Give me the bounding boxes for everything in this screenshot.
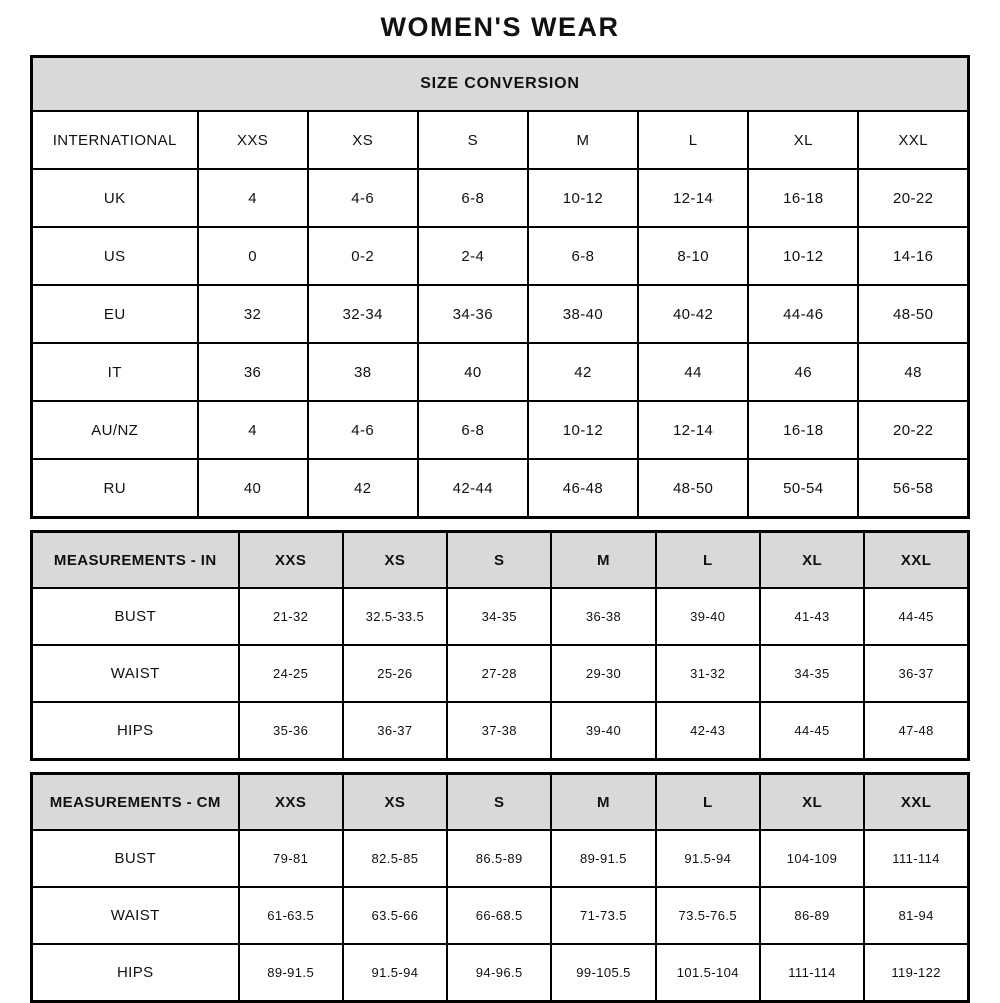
value-cell: 86.5-89 xyxy=(447,830,551,887)
column-header-cell: XS xyxy=(308,111,418,169)
value-cell: 119-122 xyxy=(864,944,968,1002)
value-cell: 82.5-85 xyxy=(343,830,447,887)
table-row xyxy=(32,830,969,887)
column-header-cell: XL xyxy=(748,111,858,169)
table-row xyxy=(32,285,969,343)
value-cell: 86-89 xyxy=(760,887,864,944)
value-cell: 89-91.5 xyxy=(239,944,343,1002)
value-cell: 81-94 xyxy=(864,887,968,944)
size-chart-page xyxy=(30,0,970,1003)
value-cell: 12-14 xyxy=(638,401,748,459)
value-cell: 34-35 xyxy=(447,588,551,645)
value-cell: 16-18 xyxy=(748,169,858,227)
value-cell: 6-8 xyxy=(418,169,528,227)
value-cell: 48 xyxy=(858,343,968,401)
value-cell: 50-54 xyxy=(748,459,858,518)
value-cell: 10-12 xyxy=(748,227,858,285)
value-cell: 16-18 xyxy=(748,401,858,459)
size-conversion-body xyxy=(32,57,969,518)
value-cell: 29-30 xyxy=(551,645,655,702)
row-label-cell: WAIST xyxy=(32,887,239,944)
value-cell: 35-36 xyxy=(239,702,343,760)
column-header-cell: M xyxy=(551,774,655,831)
table-row xyxy=(32,227,969,285)
column-header-cell: L xyxy=(638,111,748,169)
column-header-cell: XXS xyxy=(239,532,343,589)
row-label-cell: HIPS xyxy=(32,944,239,1002)
column-header-cell: L xyxy=(656,532,760,589)
value-cell: 44-45 xyxy=(760,702,864,760)
value-cell: 4 xyxy=(198,401,308,459)
value-cell: 42 xyxy=(528,343,638,401)
value-cell: 40 xyxy=(198,459,308,518)
value-cell: 89-91.5 xyxy=(551,830,655,887)
value-cell: 73.5-76.5 xyxy=(656,887,760,944)
value-cell: 40-42 xyxy=(638,285,748,343)
value-cell: 38-40 xyxy=(528,285,638,343)
value-cell: 38 xyxy=(308,343,418,401)
value-cell: 32-34 xyxy=(308,285,418,343)
table-row xyxy=(32,588,969,645)
table-title-cell: MEASUREMENTS - IN xyxy=(32,532,239,589)
value-cell: 56-58 xyxy=(858,459,968,518)
value-cell: 36 xyxy=(198,343,308,401)
value-cell: 48-50 xyxy=(858,285,968,343)
row-label-cell: BUST xyxy=(32,588,239,645)
value-cell: 48-50 xyxy=(638,459,748,518)
value-cell: 25-26 xyxy=(343,645,447,702)
value-cell: 71-73.5 xyxy=(551,887,655,944)
table-row xyxy=(32,944,969,1002)
column-header-cell: XXL xyxy=(858,111,968,169)
column-header-cell: XS xyxy=(343,532,447,589)
column-header-row xyxy=(32,774,969,831)
table-title-cell: MEASUREMENTS - CM xyxy=(32,774,239,831)
row-label-cell: HIPS xyxy=(32,702,239,760)
value-cell: 0-2 xyxy=(308,227,418,285)
row-label-cell: AU/NZ xyxy=(32,401,198,459)
value-cell: 20-22 xyxy=(858,401,968,459)
value-cell: 6-8 xyxy=(418,401,528,459)
value-cell: 2-4 xyxy=(418,227,528,285)
row-label-cell: RU xyxy=(32,459,198,518)
value-cell: 39-40 xyxy=(551,702,655,760)
column-header-cell: XL xyxy=(760,532,864,589)
value-cell: 44-45 xyxy=(864,588,968,645)
value-cell: 12-14 xyxy=(638,169,748,227)
value-cell: 36-37 xyxy=(864,645,968,702)
column-header-cell: XXS xyxy=(239,774,343,831)
value-cell: 36-38 xyxy=(551,588,655,645)
column-header-cell: M xyxy=(528,111,638,169)
value-cell: 42-43 xyxy=(656,702,760,760)
value-cell: 24-25 xyxy=(239,645,343,702)
table-row xyxy=(32,401,969,459)
column-header-cell: L xyxy=(656,774,760,831)
value-cell: 21-32 xyxy=(239,588,343,645)
value-cell: 101.5-104 xyxy=(656,944,760,1002)
column-header-cell: XS xyxy=(343,774,447,831)
row-label-cell: WAIST xyxy=(32,645,239,702)
value-cell: 42-44 xyxy=(418,459,528,518)
value-cell: 47-48 xyxy=(864,702,968,760)
value-cell: 104-109 xyxy=(760,830,864,887)
value-cell: 36-37 xyxy=(343,702,447,760)
measurements-cm-table xyxy=(30,772,970,1003)
table-row xyxy=(32,169,969,227)
value-cell: 79-81 xyxy=(239,830,343,887)
value-cell: 61-63.5 xyxy=(239,887,343,944)
value-cell: 111-114 xyxy=(760,944,864,1002)
value-cell: 66-68.5 xyxy=(447,887,551,944)
measurements-in-body xyxy=(32,532,969,760)
value-cell: 6-8 xyxy=(528,227,638,285)
value-cell: 10-12 xyxy=(528,401,638,459)
size-conversion-table xyxy=(30,55,970,519)
value-cell: 37-38 xyxy=(447,702,551,760)
table-row xyxy=(32,702,969,760)
table-row xyxy=(32,887,969,944)
value-cell: 31-32 xyxy=(656,645,760,702)
column-header-row xyxy=(32,111,969,169)
value-cell: 94-96.5 xyxy=(447,944,551,1002)
value-cell: 40 xyxy=(418,343,528,401)
value-cell: 111-114 xyxy=(864,830,968,887)
row-label-cell: US xyxy=(32,227,198,285)
value-cell: 4 xyxy=(198,169,308,227)
row-label-cell: IT xyxy=(32,343,198,401)
column-header-cell: XXL xyxy=(864,774,968,831)
row-label-cell: EU xyxy=(32,285,198,343)
value-cell: 46 xyxy=(748,343,858,401)
column-header-cell: XL xyxy=(760,774,864,831)
table-title-row xyxy=(32,57,969,112)
value-cell: 46-48 xyxy=(528,459,638,518)
value-cell: 27-28 xyxy=(447,645,551,702)
measurements-cm-body xyxy=(32,774,969,1002)
value-cell: 32.5-33.5 xyxy=(343,588,447,645)
value-cell: 8-10 xyxy=(638,227,748,285)
value-cell: 63.5-66 xyxy=(343,887,447,944)
column-header-cell: S xyxy=(447,532,551,589)
measurements-in-table xyxy=(30,530,970,761)
value-cell: 34-35 xyxy=(760,645,864,702)
value-cell: 0 xyxy=(198,227,308,285)
value-cell: 91.5-94 xyxy=(343,944,447,1002)
value-cell: 42 xyxy=(308,459,418,518)
column-header-cell: XXL xyxy=(864,532,968,589)
value-cell: 32 xyxy=(198,285,308,343)
value-cell: 44-46 xyxy=(748,285,858,343)
value-cell: 4-6 xyxy=(308,169,418,227)
value-cell: 34-36 xyxy=(418,285,528,343)
value-cell: 20-22 xyxy=(858,169,968,227)
row-label-cell: INTERNATIONAL xyxy=(32,111,198,169)
column-header-cell: M xyxy=(551,532,655,589)
column-header-cell: XXS xyxy=(198,111,308,169)
value-cell: 99-105.5 xyxy=(551,944,655,1002)
value-cell: 39-40 xyxy=(656,588,760,645)
value-cell: 91.5-94 xyxy=(656,830,760,887)
column-header-cell: S xyxy=(418,111,528,169)
column-header-row xyxy=(32,532,969,589)
table-title-cell: SIZE CONVERSION xyxy=(32,57,969,112)
table-row xyxy=(32,343,969,401)
row-label-cell: UK xyxy=(32,169,198,227)
value-cell: 44 xyxy=(638,343,748,401)
table-row xyxy=(32,645,969,702)
value-cell: 4-6 xyxy=(308,401,418,459)
value-cell: 10-12 xyxy=(528,169,638,227)
page-title: WOMEN'S WEAR xyxy=(380,12,620,42)
table-row xyxy=(32,459,969,518)
row-label-cell: BUST xyxy=(32,830,239,887)
value-cell: 41-43 xyxy=(760,588,864,645)
value-cell: 14-16 xyxy=(858,227,968,285)
column-header-cell: S xyxy=(447,774,551,831)
